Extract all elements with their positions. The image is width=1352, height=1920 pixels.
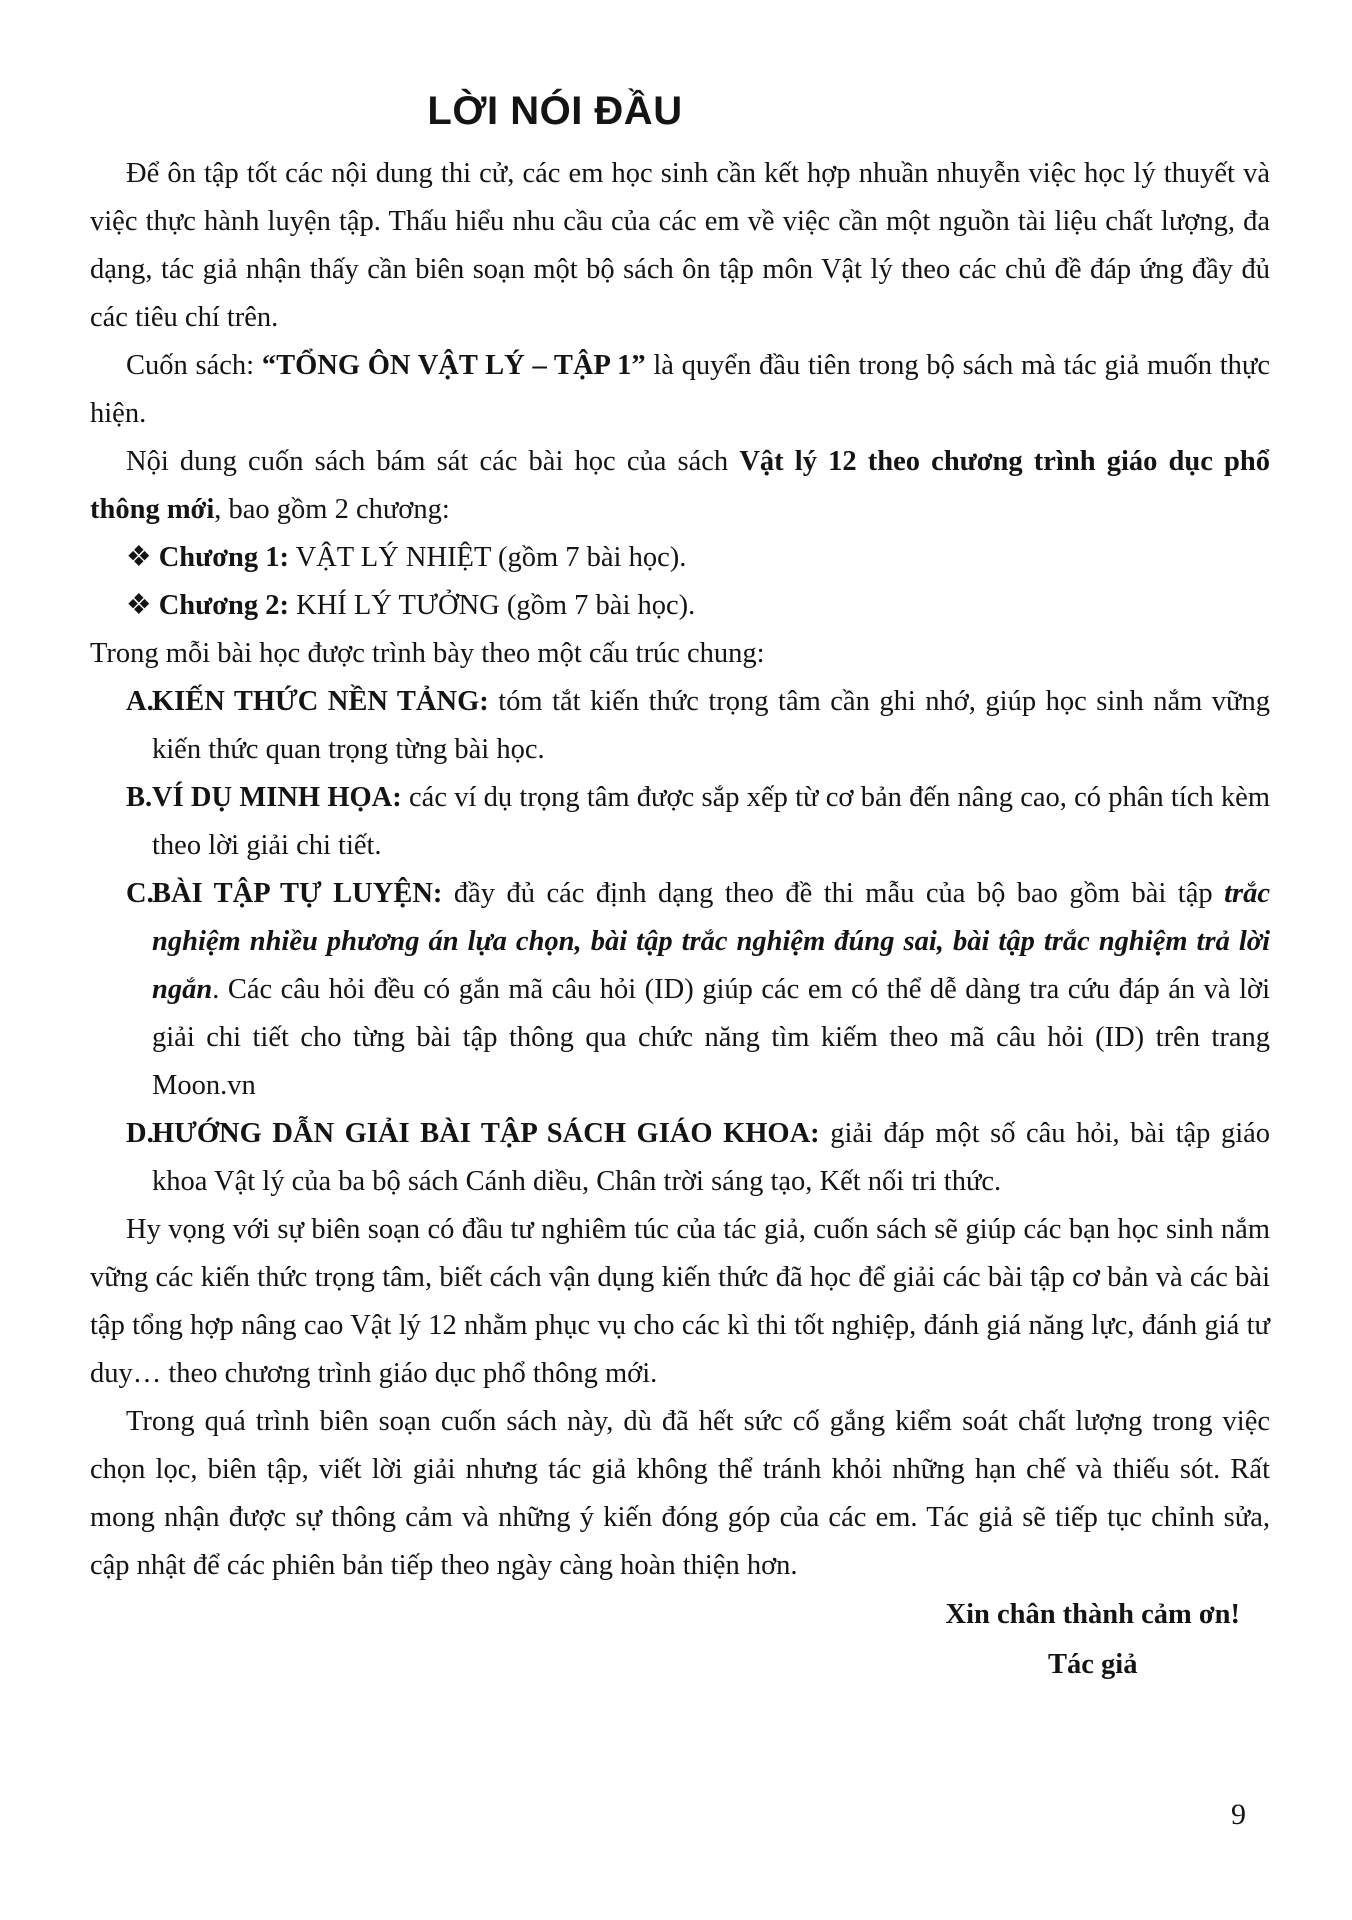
section-item-c <box>90 870 1270 1110</box>
section-letter: C. <box>126 878 154 909</box>
chapter-label: Chương 1: <box>158 542 289 573</box>
book-sentence-suffix: là quyển đầu tiên trong bộ sách mà tác giả muốn thực hiện. <box>90 350 1270 429</box>
diamond-bullet-icon: ❖ <box>126 542 152 573</box>
section-heading: KIẾN THỨC NỀN TẢNG: <box>152 686 489 717</box>
page-number: 9 <box>1231 1798 1246 1831</box>
section-item-a <box>90 678 1270 774</box>
chapter-list-item <box>90 534 1270 582</box>
curriculum-bold: Vật lý 12 theo chương trình giáo dục phổ thông mới <box>90 446 1271 525</box>
section-text-after: . Các câu hỏi đều có gắn mã câu hỏi (ID) giúp các em có thể dễ dàng tra cứu đáp án và lời giải chi tiết cho từng bài tập thông qua chức năng tìm kiếm theo mã câu hỏi (ID) trên trang Moon.vn <box>152 974 1270 1101</box>
section-item-d <box>90 1110 1270 1206</box>
section-text: các ví dụ trọng tâm được sắp xếp từ cơ bản đến nâng cao, có phân tích kèm theo lời giải chi tiết. <box>152 782 1270 861</box>
section-heading: BÀI TẬP TỰ LUYỆN: <box>152 878 443 909</box>
section-letter: A. <box>126 686 154 717</box>
section-text: tóm tắt kiến thức trọng tâm cần ghi nhớ, giúp học sinh nắm vững kiến thức quan trọng từng bài học. <box>152 686 1270 765</box>
section-text-before: đầy đủ các định dạng theo đề thi mẫu của bộ bao gồm bài tập <box>442 878 1225 909</box>
paragraph-hope: Hy vọng với sự biên soạn có đầu tư nghiêm túc của tác giả, cuốn sách sẽ giúp các bạn học sinh nắm vững các kiến thức trọng tâm, biết cách vận dụng kiến thức đã học để giải các bài tập cơ bản và các bài tập tổng hợp nâng cao Vật lý 12 nhằm phục vụ cho các kì thi tốt nghiệp, đánh giá năng lực, đánh giá tư duy… theo chương trình giáo dục phổ thông mới. <box>90 1214 1270 1389</box>
closing-block <box>945 1590 1240 1690</box>
section-heading: HƯỚNG DẪN GIẢI BÀI TẬP SÁCH GIÁO KHOA: <box>152 1118 820 1149</box>
chapter-text: VẬT LÝ NHIỆT (gồm 7 bài học). <box>295 542 687 573</box>
section-text: giải đáp một số câu hỏi, bài tập giáo khoa Vật lý của ba bộ sách Cánh diều, Chân trời sáng tạo, Kết nối tri thức. <box>152 1118 1271 1197</box>
book-title: “TỔNG ÔN VẬT LÝ – TẬP 1” <box>261 350 646 381</box>
paragraph-content <box>90 438 1270 534</box>
content-sentence-suffix: , bao gồm 2 chương: <box>214 494 450 525</box>
section-heading: VÍ DỤ MINH HỌA: <box>152 782 402 813</box>
chapter-list-item <box>90 582 1270 630</box>
paragraph-apology: Trong quá trình biên soạn cuốn sách này, dù đã hết sức cố gắng kiểm soát chất lượng trong việc chọn lọc, biên tập, viết lời giải nhưng tác giả không thể tránh khỏi những hạn chế và thiếu sót. Rất mong nhận được sự thông cảm và những ý kiến đóng góp của các em. Tác giả sẽ tiếp tục chỉnh sửa, cập nhật để các phiên bản tiếp theo ngày càng hoàn thiện hơn. <box>90 1406 1270 1581</box>
chapter-label: Chương 2: <box>158 590 289 621</box>
paragraph-book <box>90 342 1270 438</box>
section-item-b <box>90 774 1270 870</box>
page-title: LỜI NÓI ĐẦU <box>427 89 683 133</box>
section-letter: D. <box>126 1118 154 1149</box>
content-sentence-prefix: Nội dung cuốn sách bám sát các bài học của sách <box>126 446 740 477</box>
diamond-bullet-icon: ❖ <box>126 590 152 621</box>
paragraph-structure-intro: Trong mỗi bài học được trình bày theo một cấu trúc chung: <box>90 638 765 669</box>
closing-signature: Tác giả <box>1048 1649 1138 1680</box>
closing-thanks: Xin chân thành cảm ơn! <box>945 1599 1240 1630</box>
chapter-text: KHÍ LÝ TƯỞNG (gồm 7 bài học). <box>296 590 696 621</box>
section-emphasis: trắc nghiệm nhiều phương án lựa chọn, bài tập trắc nghiệm đúng sai, bài tập trắc nghiệm trả lời ngắn <box>152 878 1271 1005</box>
section-letter: B. <box>126 782 153 813</box>
book-sentence-prefix: Cuốn sách: <box>126 350 262 381</box>
paragraph-intro: Để ôn tập tốt các nội dung thi cử, các em học sinh cần kết hợp nhuần nhuyễn việc học lý thuyết và việc thực hành luyện tập. Thấu hiểu nhu cầu của các em về việc cần một nguồn tài liệu chất lượng, đa dạng, tác giả nhận thấy cần biên soạn một bộ sách ôn tập môn Vật lý theo các chủ đề đáp ứng đầy đủ các tiêu chí trên. <box>90 158 1270 333</box>
document-body <box>90 150 1270 1590</box>
